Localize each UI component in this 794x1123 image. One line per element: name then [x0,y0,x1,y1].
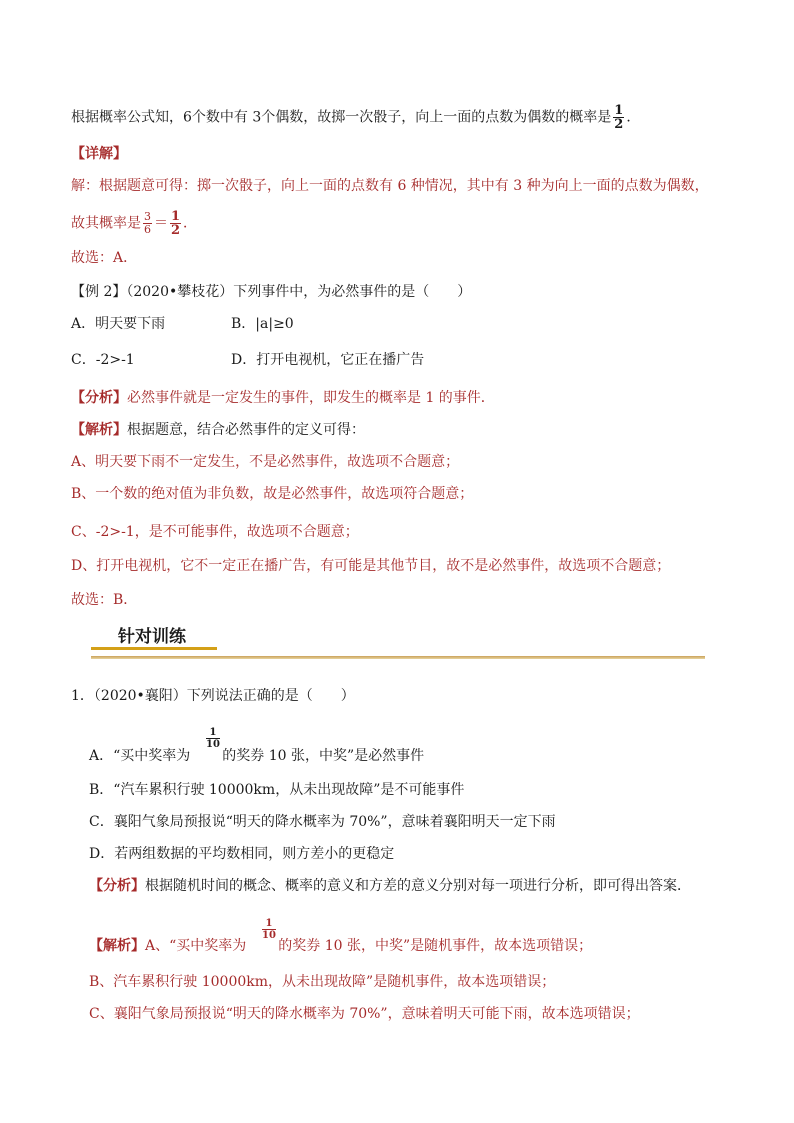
analysis-text: 必然事件就是一定发生的事件，即发生的概率是 1 的事件． [127,390,495,406]
question-1-parse-b: B、汽车累积行驶 10000km，从未出现故障”是随机事件，故本选项错误； [89,974,556,990]
fraction-denominator: 10 [262,930,276,941]
probability-formula-line [71,104,754,131]
question-1-option-b: B．“汽车累积行驶 10000km，从未出现故障”是不可能事件 [89,782,465,798]
parse-a-pre: A、“买中奖率为 [145,938,247,954]
fraction-numerator: 3 [144,210,151,223]
choose-answer-b: 故选：B． [71,592,138,608]
section-divider [91,656,705,659]
option-a: A．明天要下雨 [71,316,166,332]
detail-tag: 【详解】 [71,146,127,162]
parse-option-d: D、打开电视机，它不一定正在播广告，有可能是其他节目，故不是必然事件，故选项不合题意； [71,558,671,574]
parse-a-post: 的奖券 10 张，中奖”是随机事件，故本选项错误； [278,938,593,954]
parse-option-b: B、一个数的绝对值为非负数，故是必然事件，故选项符合题意； [71,486,474,502]
solution-line-1: 解：根据题意可得：掷一次骰子，向上一面的点数有 6 种情况，其中有 3 种为向上一面的点数为偶数， [71,178,709,194]
line-end: ． [626,109,641,126]
analysis-text: 根据随机时间的概念、概率的意义和方差的意义分别对每一项进行分析，即可得出答案． [145,878,691,894]
section-underline [91,647,217,650]
option-c: C．-2>-1 [71,352,135,368]
parse-option-a: A、明天要下雨不一定发生，不是必然事件，故选项不合题意； [71,454,460,470]
question-1-option-c: C．襄阳气象局预报说“明天的降水概率为 70%”，意味着襄阳明天一定下雨 [89,814,556,830]
fraction-numerator: 1 [206,727,220,739]
question-1-parse-c: C、襄阳气象局预报说“明天的降水概率为 70%”，意味着明天可能下雨，故本选项错误； [89,1006,640,1022]
fraction-denominator: 10 [206,739,220,750]
fraction [613,104,624,131]
section-title: 针对训练 [118,627,186,647]
fraction-numerator: 1 [614,103,624,118]
option-a-pre: A．“买中奖率为 [89,748,191,764]
fraction [143,211,152,236]
fraction-denominator: 2 [171,223,181,238]
question-1-option-d: D．若两组数据的平均数相同，则方差小的更稳定 [89,846,395,862]
fraction-denominator: 2 [614,117,624,132]
question-1-option-a [89,746,754,766]
fraction-numerator: 1 [171,209,181,224]
option-a-post: 的奖券 10 张，中奖”是必然事件 [222,748,425,764]
option-d: D．打开电视机，它正在播广告 [231,352,425,368]
analysis-tag: 【分析】 [71,390,127,406]
question-1-analysis [89,876,754,896]
fraction [170,210,181,237]
example-2-stem: 【例 2】（2020•攀枝花）下列事件中，为必然事件的是（ ） [71,284,472,300]
choose-answer-a: 故选：A． [71,250,138,266]
parse-tag: 【解析】 [89,938,145,954]
question-1-parse-a [89,936,754,956]
equals-sign: ＝ [154,215,168,232]
parse-tag: 【解析】 [71,422,127,438]
parse-text: 根据题意，结合必然事件的定义可得： [127,422,365,438]
line-text: 故其概率是 [71,215,141,232]
question-1-stem: 1．（2020•襄阳）下列说法正确的是（ ） [71,688,355,704]
fraction-denominator: 6 [144,223,151,236]
fraction-numerator: 1 [262,918,276,930]
option-b: B．|a|≥0 [231,316,294,332]
parse-line [71,420,754,440]
parse-option-c: C、-2>-1，是不可能事件，故选项不合题意； [71,524,359,540]
analysis-tag: 【分析】 [89,878,145,894]
line-text: 根据概率公式知，6个数中有 3个偶数，故掷一次骰子，向上一面的点数为偶数的概率是 [71,109,612,126]
analysis-line [71,388,754,408]
solution-line-2 [71,210,754,237]
line-end: ． [183,215,198,232]
